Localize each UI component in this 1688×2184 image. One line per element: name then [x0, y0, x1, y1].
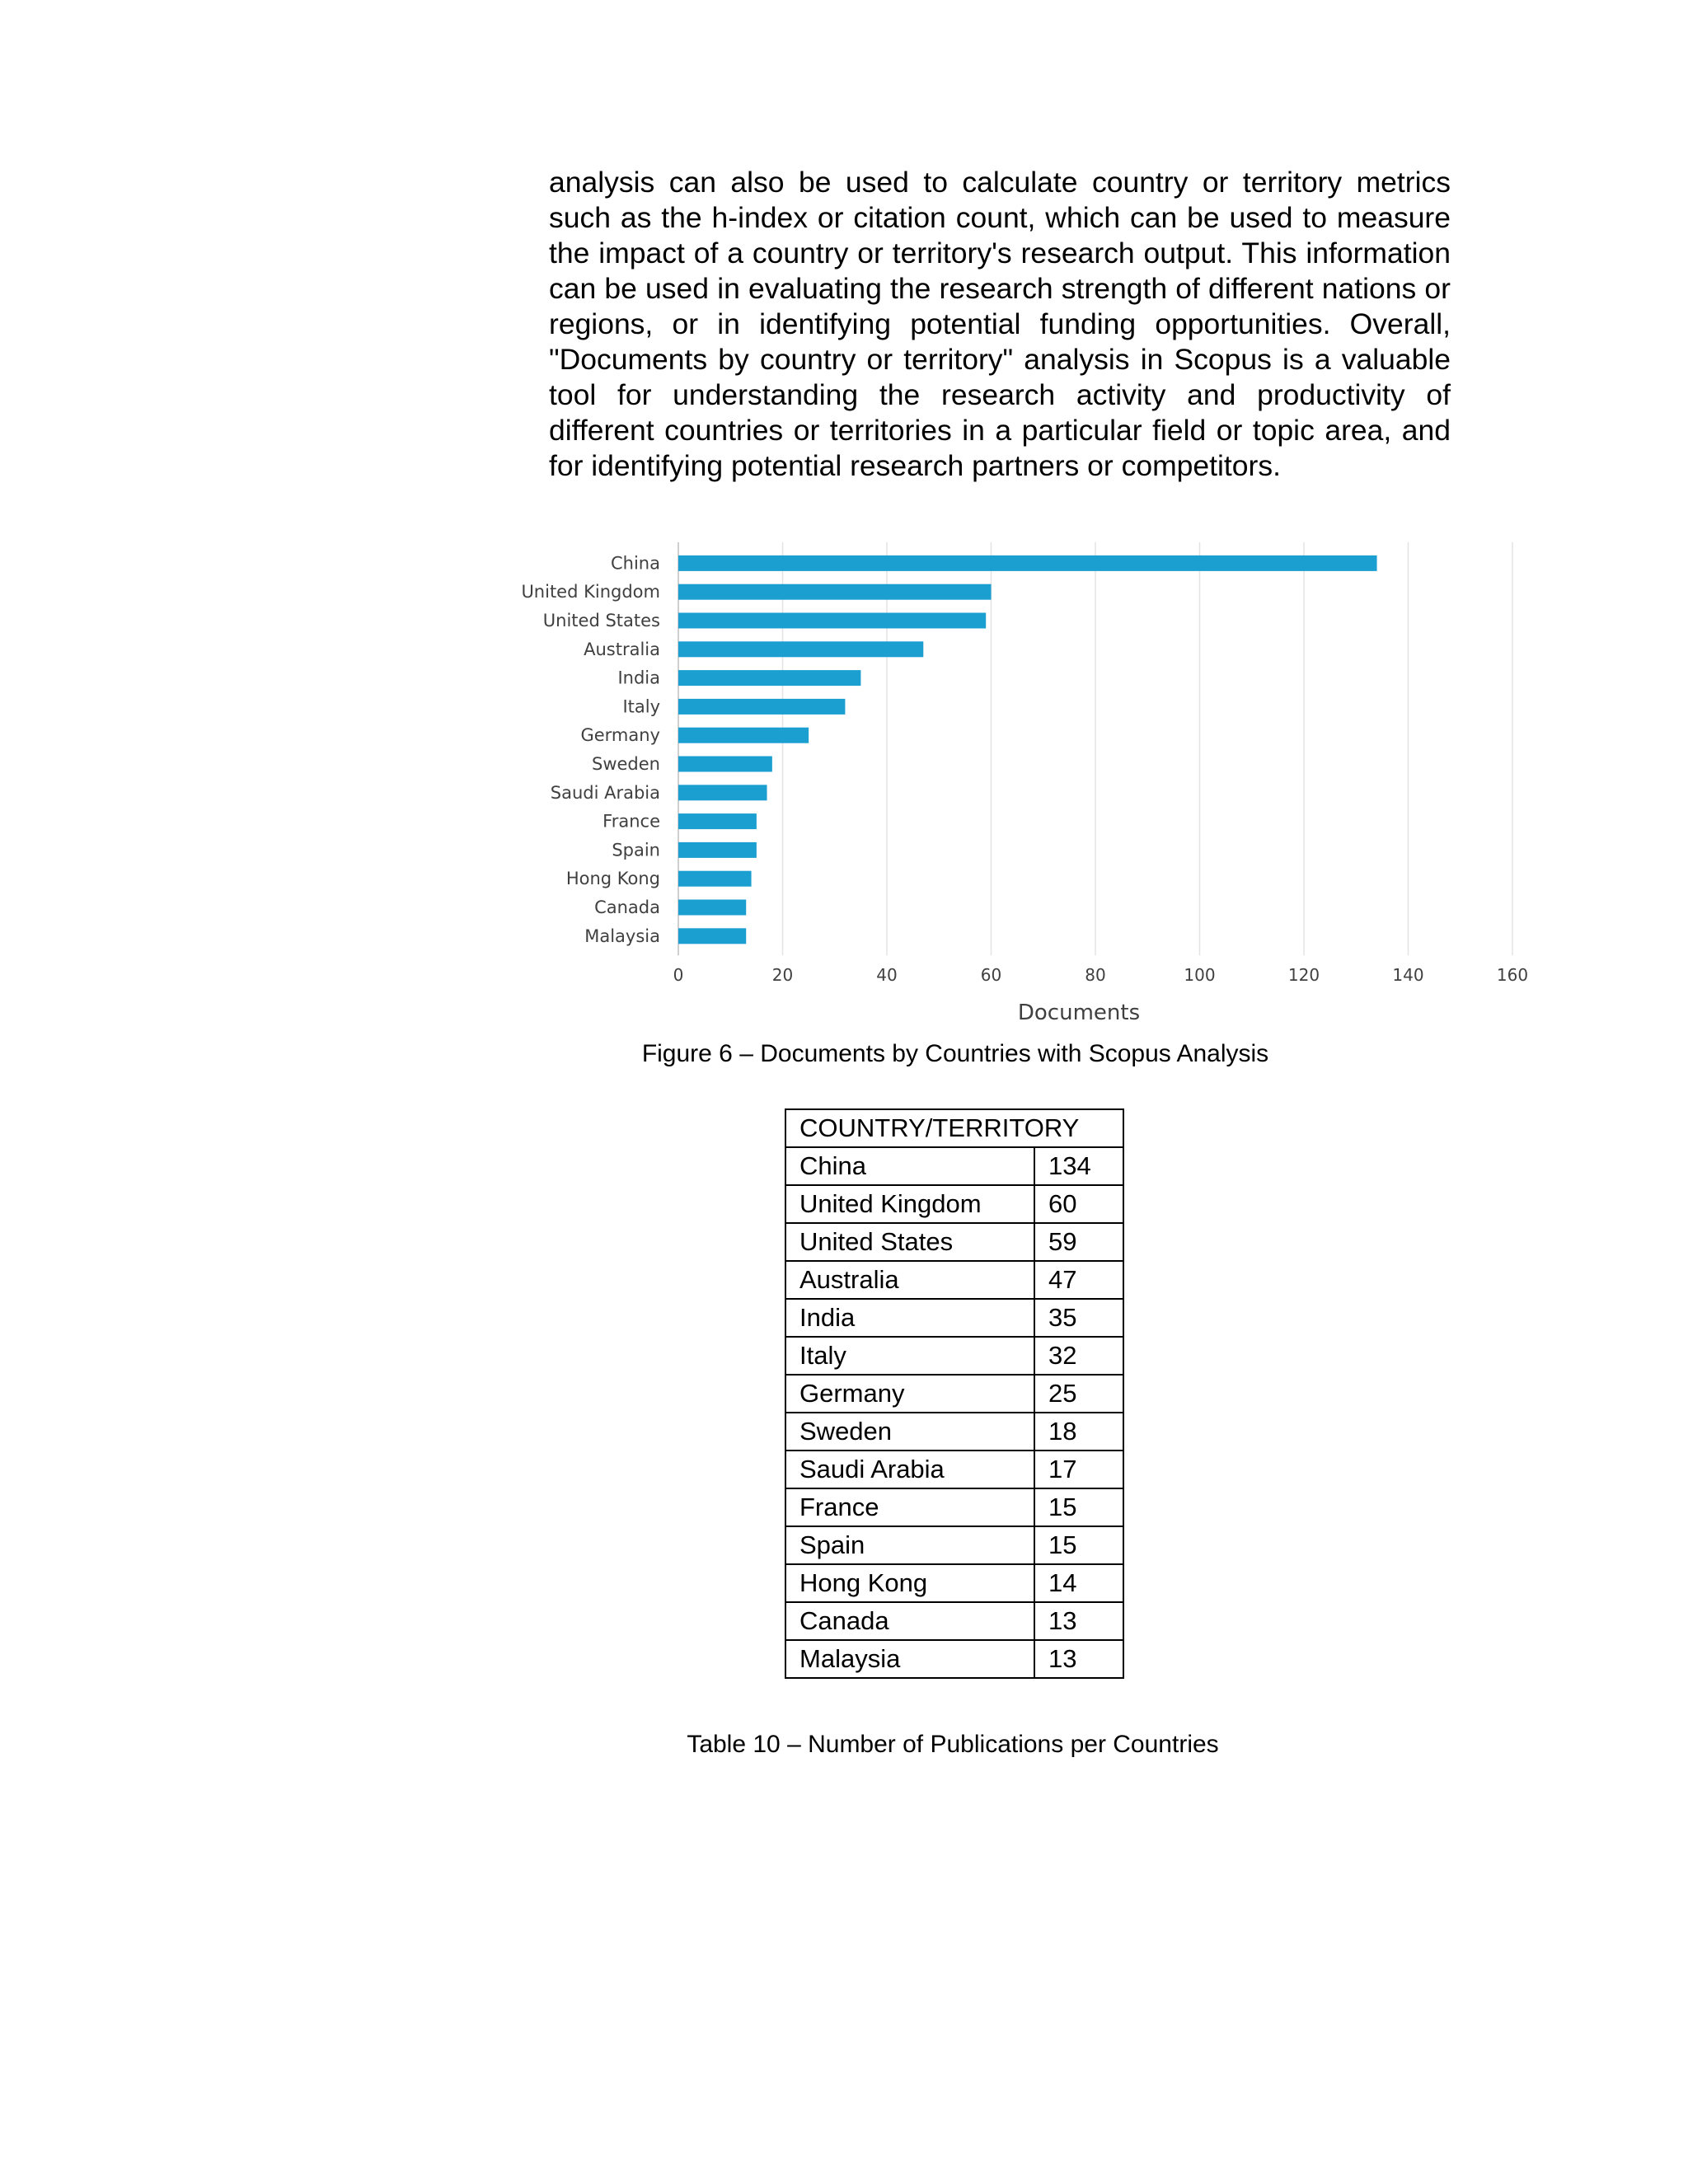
- bar-malaysia: [678, 928, 746, 944]
- bar-china: [678, 555, 1377, 571]
- x-tick-label: 120: [1287, 965, 1320, 986]
- table-header-row: [785, 1109, 1123, 1147]
- table-row: [785, 1299, 1123, 1337]
- table-cell-country: Canada: [785, 1602, 1034, 1640]
- x-tick-label: 40: [876, 965, 898, 986]
- figure-caption: Figure 6 – Documents by Countries with Scopus Analysis: [641, 1040, 1269, 1067]
- table-row: [785, 1147, 1123, 1185]
- category-label: Italy: [622, 696, 660, 717]
- table-cell-count: 60: [1034, 1185, 1123, 1223]
- x-tick-label: 140: [1392, 965, 1424, 986]
- table-caption: Table 10 – Number of Publications per Countries: [687, 1731, 1219, 1758]
- publications-table: [785, 1108, 1124, 1679]
- table-cell-country: China: [785, 1147, 1034, 1185]
- documents-by-country-chart: [495, 542, 1533, 1037]
- table-row: [785, 1526, 1123, 1564]
- table-row: [785, 1488, 1123, 1526]
- bar-france: [678, 813, 757, 829]
- category-label: Germany: [580, 725, 660, 746]
- table-cell-country: Italy: [785, 1337, 1034, 1375]
- table-cell-country: Spain: [785, 1526, 1034, 1564]
- table-cell-count: 14: [1034, 1564, 1123, 1602]
- table-cell-country: India: [785, 1299, 1034, 1337]
- bar-chart-svg: [495, 542, 1533, 1037]
- bar-united-kingdom: [678, 584, 992, 600]
- table-cell-country: Hong Kong: [785, 1564, 1034, 1602]
- table-row: [785, 1375, 1123, 1413]
- table-row: [785, 1261, 1123, 1299]
- table-cell-count: 13: [1034, 1640, 1123, 1678]
- table-row: [785, 1451, 1123, 1488]
- table-cell-count: 15: [1034, 1526, 1123, 1564]
- table-cell-count: 13: [1034, 1602, 1123, 1640]
- bar-spain: [678, 842, 757, 858]
- table-cell-count: 35: [1034, 1299, 1123, 1337]
- category-label: Canada: [594, 898, 660, 917]
- category-label: Malaysia: [584, 926, 660, 946]
- category-label: China: [611, 553, 660, 574]
- table-cell-country: France: [785, 1488, 1034, 1526]
- bar-germany: [678, 728, 809, 743]
- bar-canada: [678, 900, 746, 916]
- bar-united-states: [678, 613, 986, 629]
- bar-italy: [678, 699, 845, 715]
- table-cell-country: Australia: [785, 1261, 1034, 1299]
- category-label: Saudi Arabia: [550, 782, 660, 803]
- category-label: France: [603, 811, 660, 832]
- x-tick-label: 0: [673, 965, 684, 986]
- x-tick-label: 80: [1085, 965, 1106, 986]
- table-cell-count: 25: [1034, 1375, 1123, 1413]
- bar-hong-kong: [678, 871, 752, 887]
- x-axis-title: Documents: [1017, 1001, 1141, 1026]
- x-tick-label: 20: [771, 965, 794, 986]
- table-cell-country: Malaysia: [785, 1640, 1034, 1678]
- table-cell-country: United Kingdom: [785, 1185, 1034, 1223]
- body-paragraph: analysis can also be used to calculate country or territory metrics such as the h-index or citation count, which can be used to measure the impact of a country or territory's research output. This information can be used in evaluating the research strength of different nations or regions, or in identifying potential funding opportunities. Overall, "Documents by country or territory" analysis in Scopus is a valuable tool for understanding the research activity and productivity of different countries or territories in a particular field or topic area, and for identifying potential research partners or competitors.: [549, 166, 1451, 482]
- category-label: Australia: [584, 639, 660, 659]
- table-body: [785, 1147, 1123, 1678]
- table-cell-count: 15: [1034, 1488, 1123, 1526]
- table-cell-country: Saudi Arabia: [785, 1451, 1034, 1488]
- bar-india: [678, 670, 860, 686]
- table-row: [785, 1185, 1123, 1223]
- category-label: United States: [542, 611, 660, 630]
- table-cell-count: 134: [1034, 1147, 1123, 1185]
- category-label: Spain: [612, 840, 660, 860]
- table-header-country-territory: COUNTRY/TERRITORY: [785, 1109, 1123, 1147]
- category-label: United Kingdom: [521, 582, 660, 602]
- table-row: [785, 1223, 1123, 1261]
- table-row: [785, 1602, 1123, 1640]
- table-row: [785, 1337, 1123, 1375]
- x-tick-label: 100: [1184, 965, 1216, 986]
- table-cell-count: 59: [1034, 1223, 1123, 1261]
- table-cell-count: 18: [1034, 1413, 1123, 1451]
- x-tick-label: 60: [980, 965, 1002, 986]
- table-cell-count: 47: [1034, 1261, 1123, 1299]
- x-tick-label: 160: [1496, 965, 1529, 986]
- table-row: [785, 1413, 1123, 1451]
- table-cell-country: United States: [785, 1223, 1034, 1261]
- bar-sweden: [678, 757, 772, 772]
- table-cell-count: 32: [1034, 1337, 1123, 1375]
- table-cell-country: Sweden: [785, 1413, 1034, 1451]
- bar-saudi-arabia: [678, 785, 767, 800]
- table-row: [785, 1564, 1123, 1602]
- category-label: Hong Kong: [565, 869, 660, 889]
- table-cell-country: Germany: [785, 1375, 1034, 1413]
- bar-australia: [678, 641, 923, 657]
- category-label: Sweden: [592, 754, 660, 774]
- table-row: [785, 1640, 1123, 1678]
- table-cell-count: 17: [1034, 1451, 1123, 1488]
- category-label: India: [617, 668, 660, 688]
